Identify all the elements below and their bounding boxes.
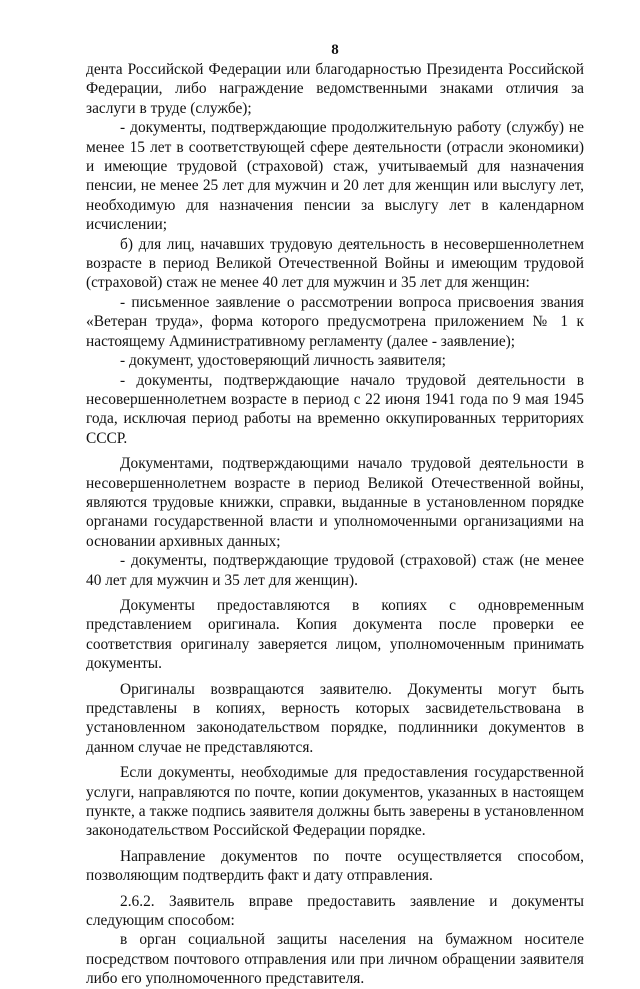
page-number: 8 xyxy=(331,42,339,58)
paragraph-application: - письменное заявление о рассмотрении вопроса присвоения звания «Ветеран труда», форма которого предусмотрена приложением № 1 к настоящему Административному регламенту (далее - заявление); xyxy=(86,293,584,350)
document-body xyxy=(86,60,584,989)
paragraph-submission-channel: в орган социальной защиты населения на бумажном носителе посредством почтового отправления или при личном обращении заявителя либо его уполномоченного представителя. xyxy=(86,931,584,988)
paragraph-postal-submission: Если документы, необходимые для предоставления государственной услуги, направляются по почте, копии документов, указанных в настоящем пункте, а также подпись заявителя должны быть заверены в установленном законодательством Российской Федерации порядке. xyxy=(86,764,584,840)
paragraph-section-2-6-2: 2.6.2. Заявитель вправе предоставить заявление и документы следующим способом: xyxy=(86,892,584,930)
paragraph-identity-document: - документ, удостоверяющий личность заявителя; xyxy=(120,352,446,370)
paragraph-work-start-documents: - документы, подтверждающие начало трудовой деятельности в несовершеннолетнем возрасте в период с 22 июня 1941 года по 9 мая 1945 года, исключая период работы на временно оккупированных территориях СССР. xyxy=(86,371,584,447)
paragraph-originals-returned: Оригиналы возвращаются заявителю. Документы могут быть представлены в копиях, верность которых засвидетельствована в установленном законодательством порядке, подлинники документов в данном случае не представляются. xyxy=(86,680,584,756)
paragraph-service-documents: - документы, подтверждающие продолжительную работу (службу) не менее 15 лет в соответствующей сфере деятельности (отрасли экономики) и имеющие трудовой (страховой) стаж, учитываемый для назначения пенсии, не менее 25 лет для мужчин и 20 лет для женщин или выслугу лет, необходимую для назначения пенсии за выслугу лет в календарном исчислении; xyxy=(86,119,584,234)
paragraph-minors-wartime: б) для лиц, начавших трудовую деятельность в несовершеннолетнем возрасте в период Великой Отечественной Войны и имеющим трудовой (страховой) стаж не менее 40 лет для мужчин и 35 лет для женщин: xyxy=(86,235,584,292)
paragraph-confirming-documents: Документами, подтверждающими начало трудовой деятельности в несовершеннолетнем возрасте в период Великой Отечественной войны, являются трудовые книжки, справки, выданные в установленном порядке органами государственной власти и уполномоченными организациями на основании архивных данных; xyxy=(86,455,584,550)
paragraph-copies: Документы предоставляются в копиях с одновременным представлением оригинала. Копия документа после проверки ее соответствия оригиналу заверяется лицом, уполномоченным принимать документы. xyxy=(86,596,584,673)
paragraph-postal-method: Направление документов по почте осуществляется способом, позволяющим подтвердить факт и дату отправления. xyxy=(86,847,584,885)
paragraph-seniority-documents: - документы, подтверждающие трудовой (страховой) стаж (не менее 40 лет для мужчин и 35 лет для женщин). xyxy=(86,552,584,589)
paragraph-continuation: дента Российской Федерации или благодарностью Президента Российской Федерации, либо награждение ведомственными знаками отличия за заслуги в труде (службе); xyxy=(86,61,584,117)
